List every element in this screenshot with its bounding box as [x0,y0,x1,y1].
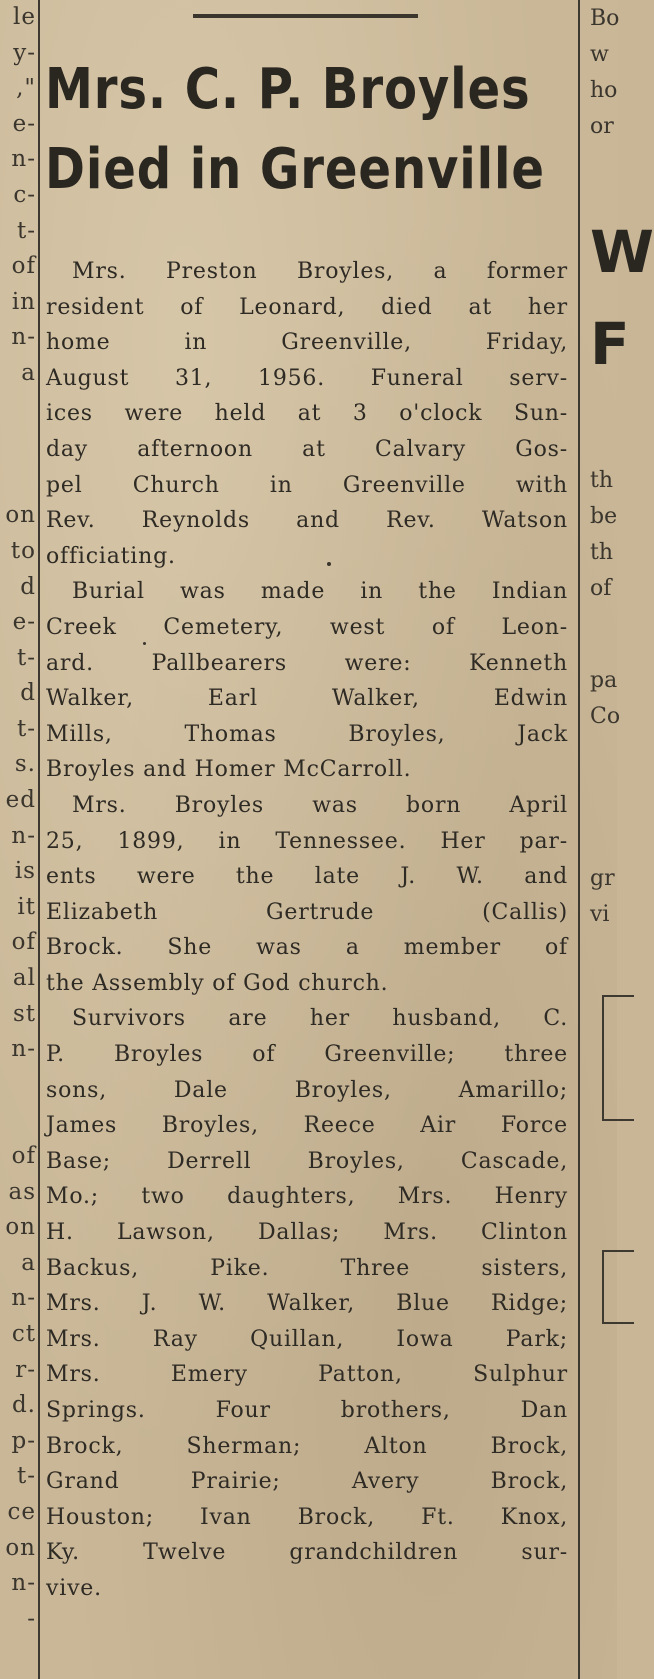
article-line: Rev. Reynolds and Rev. Watson [46,508,568,534]
article-line: James Broyles, Reece Air Force [46,1113,568,1139]
right-headline-fragment: F [590,310,630,378]
right-fragment: w [590,42,609,67]
left-fragment: e- [12,110,36,137]
article-line: Brock, Sherman; Alton Brock, [46,1433,568,1459]
left-fragment: t- [16,644,36,671]
left-fragment: s. [14,751,36,778]
article-line: Walker, Earl Walker, Edwin [46,686,568,712]
right-ad-box [602,995,634,1121]
article-line: Mrs. Broyles was born April [72,792,568,818]
left-fragment [0,392,38,428]
article-line: home in Greenville, Friday, [46,330,568,356]
article-line: ices were held at 3 o'clock Sun- [46,401,568,427]
right-fragment: Co [590,704,621,729]
left-fragment: d. [11,1392,36,1419]
article-line: August 31, 1956. Funeral serv- [46,365,568,391]
article-line: Ky. Twelve grandchildren sur- [46,1540,568,1566]
left-fragment: on [5,1214,36,1241]
left-fragment [0,1103,38,1139]
headline [45,50,545,210]
article-line: Burial was made in the Indian [72,579,568,605]
left-fragment: n- [11,1570,36,1597]
article-line: 25, 1899, in Tennessee. Her par- [46,828,568,854]
left-fragment: d [20,680,36,707]
article-line: ents were the late J. W. and [46,864,568,890]
right-headline-fragment: W [590,218,654,286]
article-line: Houston; Ivan Brock, Ft. Knox, [46,1504,568,1530]
article-line: Mrs. Ray Quillan, Iowa Park; [46,1326,568,1352]
left-fragment: ," [16,75,36,102]
right-fragment: Bo [590,6,620,31]
left-fragment: n- [11,1036,36,1063]
right-fragment: ho [590,78,618,103]
left-fragment: as [8,1178,36,1205]
left-fragment: e- [12,609,36,636]
right-column-fragments [582,0,654,1679]
left-fragment: n- [11,146,36,173]
right-fragment: be [590,504,618,529]
left-fragment: ed [5,787,36,814]
article-line: Base; Derrell Broyles, Cascade, [46,1148,568,1174]
article-line: Mills, Thomas Broyles, Jack [46,721,568,747]
article-line: officiating. [46,543,176,569]
article-line: pel Church in Greenville with [46,472,568,498]
left-fragment: n- [11,324,36,351]
left-fragment: it [17,893,36,920]
article-line: Brock. She was a member of [46,935,568,961]
top-rule [193,14,418,18]
left-fragment: d [20,573,36,600]
article-line: Creek Cemetery, west of Leon- [46,614,568,640]
left-fragment: on [5,1534,36,1561]
left-fragment: a [21,1249,36,1276]
left-fragment: ct [11,1320,36,1347]
headline-line-1: Mrs. C. P. Broyles [45,57,531,122]
left-fragment: of [11,253,36,280]
right-fragment: or [590,114,614,139]
right-fragment: th [590,468,614,493]
article-line: Elizabeth Gertrude (Callis) [46,899,568,925]
left-fragment [0,1068,38,1104]
left-column-rule [38,0,40,1679]
article-line: resident of Leonard, died at her [46,294,568,320]
left-fragment: st [12,1000,36,1027]
article-line: the Assembly of God church. [46,970,389,996]
left-fragment: - [27,1605,36,1632]
article-body [46,254,568,1607]
left-fragment: n- [11,822,36,849]
right-fragment: gr [590,866,615,891]
left-fragment: c- [13,181,36,208]
left-fragment: of [11,929,36,956]
left-fragment: in [11,288,36,315]
article-line: Survivors are her husband, C. [72,1006,568,1032]
right-fragment: vi [590,902,610,927]
article-line: Mrs. J. W. Walker, Blue Ridge; [46,1291,568,1317]
left-fragment: al [12,965,36,992]
article-line: Mrs. Preston Broyles, a former [72,259,568,284]
right-fragment: th [590,540,614,565]
article-line: ard. Pallbearers were: Kenneth [46,650,568,676]
article-line: Grand Prairie; Avery Brock, [46,1469,568,1495]
article-line: Mrs. Emery Patton, Sulphur [46,1362,568,1388]
article-line: Springs. Four brothers, Dan [46,1398,568,1423]
article-line: Broyles and Homer McCarroll. [46,757,412,783]
article-line: vive. [46,1575,102,1601]
right-column-rule [578,0,580,1679]
left-fragment [0,463,38,499]
ink-speck [327,562,331,566]
right-ad-box [602,1250,634,1324]
left-fragment: le [13,4,36,30]
article-line: Mo.; two daughters, Mrs. Henry [46,1184,568,1210]
left-fragment: y- [13,39,36,66]
right-fragment: pa [590,668,618,693]
left-fragment: is [14,858,36,885]
article-line: sons, Dale Broyles, Amarillo; [46,1077,568,1103]
left-fragment: t- [16,1463,36,1490]
left-fragment: to [10,537,36,564]
headline-line-2: Died in Greenville [45,137,545,202]
left-fragment: a [21,359,36,386]
article-line: H. Lawson, Dallas; Mrs. Clinton [46,1220,568,1246]
left-fragment: p- [11,1427,36,1454]
left-fragment [0,427,38,463]
article-line: Backus, Pike. Three sisters, [46,1255,568,1281]
left-fragment: of [11,1143,36,1169]
ink-speck [143,642,146,645]
left-fragment: ce [7,1498,36,1525]
article-line: P. Broyles of Greenville; three [46,1042,568,1068]
left-fragment: r- [15,1356,36,1383]
right-fragment: of [590,576,612,601]
article-line: day afternoon at Calvary Gos- [46,436,568,462]
left-fragment: on [5,502,36,529]
left-fragment: t- [16,715,36,742]
left-column-fragments [0,0,38,1679]
left-fragment: n- [11,1285,36,1312]
left-fragment: t- [16,217,36,244]
